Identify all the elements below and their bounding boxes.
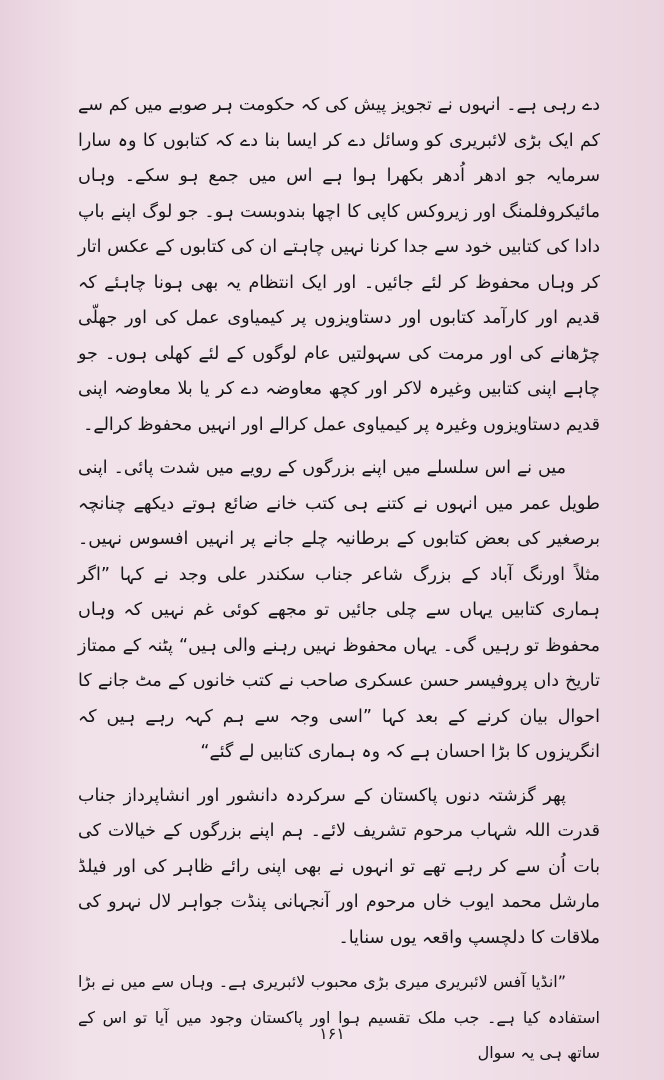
paragraph-india-office-quote: ”انڈیا آفس لائبریری میری بڑی محبوب لائبریری ہے۔ وہاں سے میں نے بڑا استفادہ کیا ہے۔ جب ملک تقسیم ہوا اور پاکستان وجود میں آیا تو اس کے ساتھ ہی یہ سوال bbox=[78, 972, 600, 1062]
page-number: ۱۶۱ bbox=[319, 1024, 345, 1043]
paragraph-elders-attitude: میں نے اس سلسلے میں اپنے بزرگوں کے رویے میں شدت پائی۔ اپنی طویل عمر میں انہوں نے کتنے ہی کتب خانے ضائع ہوتے دیکھے چنانچہ برصغیر کی بعض کتابوں کے برطانیہ چلے جانے پر انہیں افسوس نہیں۔ مثلاً اورنگ آباد کے بزرگ شاعر جناب سکندر علی وجد نے کہا ”اگر ہماری کتابیں یہاں سے چلی جائیں تو مجھے کوئی غم نہیں کہ وہاں محفوظ تو رہیں گی۔ یہاں محفوظ نہیں رہنے والی ہیں“ پٹنہ کے ممتاز تاریخ داں پروفیسر حسن عسکری صاحب نے کتب خانوں کے مٹ جانے کا احوال بیان کرنے کے بعد کہا ”اسی وجہ سے ہم کہہ رہے ہیں کہ انگریزوں کا بڑا احسان ہے کہ وہ ہماری کتابیں لے گئے“ bbox=[78, 458, 600, 762]
page-body-text bbox=[78, 88, 600, 1071]
paragraph-library-proposal: دے رہی ہے۔ انہوں نے تجویز پیش کی کہ حکومت ہر صوبے میں کم سے کم ایک بڑی لائبریری کو وسائل دے کر ایسا بنا دے کہ کتابوں کا وہ سارا سرمایہ جو ادھر اُدھر بکھرا ہوا ہے اس میں جمع ہو سکے۔ وہاں مائیکروفلمنگ اور زیروکس کاپی کا اچھا بندوبست ہو۔ جو لوگ اپنے باپ دادا کی کتابیں خود سے جدا کرنا نہیں چاہتے ان کی کتابوں کے عکس اتار کر وہاں محفوظ کر لئے جائیں۔ اور ایک انتظام یہ بھی ہونا چاہئے کہ قدیم اور کارآمد کتابوں اور دستاویزوں پر کیمیاوی عمل کی اور جھلّی چڑھانے کی اور مرمت کی سہولتیں عام لوگوں کے لئے کھلی ہوں۔ جو چاہے اپنی کتابیں وغیرہ لاکر اور کچھ معاوضہ دے کر یا بلا معاوضہ اپنی قدیم دستاویزوں وغیرہ پر کیمیاوی عمل کرالے اور انہیں محفوظ کرالے۔ bbox=[78, 95, 600, 435]
paragraph-shahab-visit: پھر گزشتہ دنوں پاکستان کے سرکردہ دانشور اور انشاپرداز جناب قدرت اللہ شہاب مرحوم تشریف لائے۔ ہم اپنے بزرگوں کے خیالات کی بات اُن سے کر رہے تھے تو انہوں نے بھی اپنی رائے ظاہر کی اور فیلڈ مارشل محمد ایوب خاں مرحوم اور آنجہانی پنڈت جواہر لال نہرو کی ملاقات کا دلچسپ واقعہ یوں سنایا۔ bbox=[78, 785, 600, 948]
